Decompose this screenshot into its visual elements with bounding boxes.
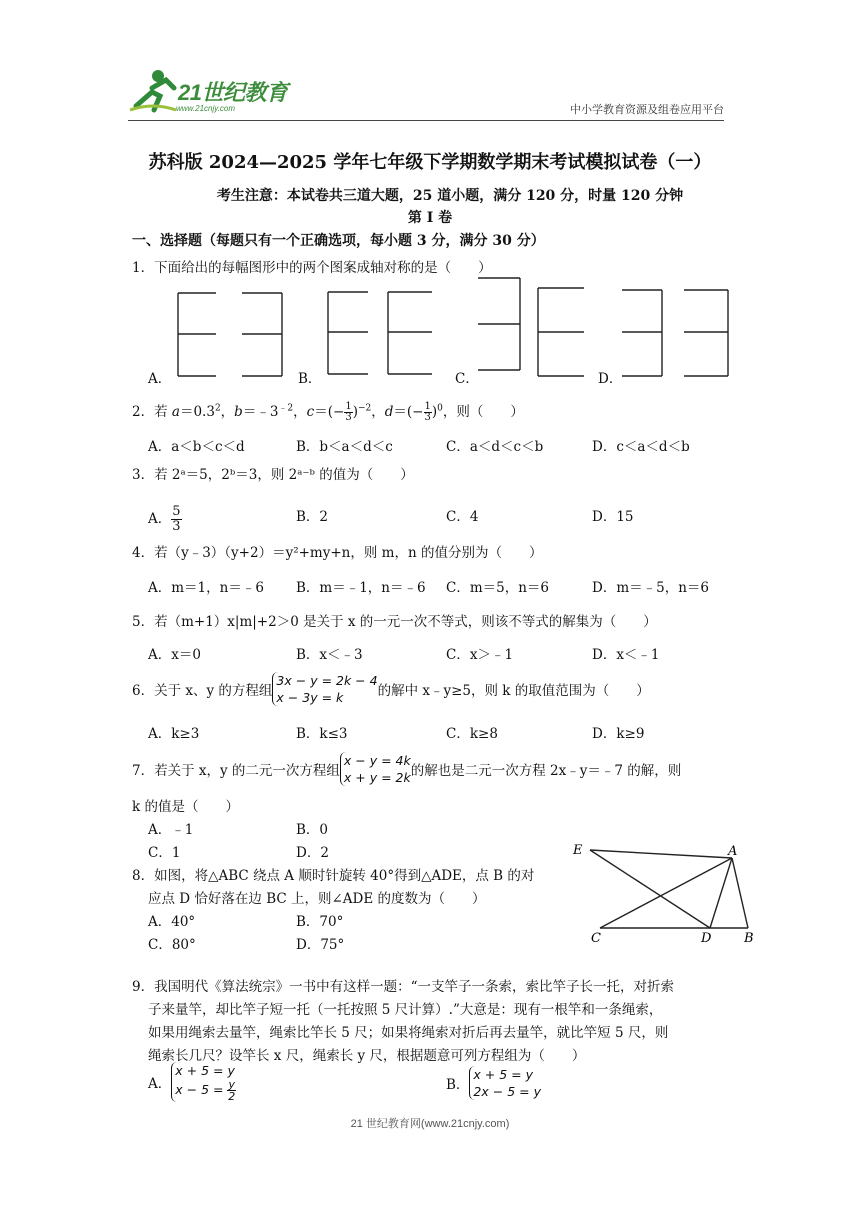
question-5-stem: 5．若（m+1）x|m|+2＞0 是关于 x 的一元一次不等式，则该不等式的解集为（ ） <box>132 614 657 630</box>
section-heading: 一、选择题（每题只有一个正确选项，每小题 3 分，满分 30 分） <box>132 233 545 249</box>
q9-a-frac-num: y <box>228 1078 235 1091</box>
q6-equation-system <box>272 672 377 706</box>
logo-text: 21世纪教育 <box>178 80 288 105</box>
q8-option-c[interactable]: C．80° <box>148 937 196 953</box>
q7-equation-system <box>340 752 411 786</box>
q9-option-b-system <box>469 1066 541 1100</box>
q5-option-c[interactable]: C．x＞﹣1 <box>446 647 514 663</box>
q9-option-a[interactable] <box>148 1062 236 1102</box>
q5-option-a[interactable]: A．x＝0 <box>148 647 201 663</box>
question-4-stem: 4．若（y﹣3）（y+2）＝y²+my+n，则 m，n 的值分别为（ ） <box>132 545 543 561</box>
header-divider <box>128 120 724 121</box>
q9-a-eq1: x + 5 = y <box>175 1063 235 1078</box>
q9-option-b-label: B． <box>446 1077 470 1093</box>
figure-d <box>622 290 728 376</box>
q9-option-b[interactable] <box>446 1066 541 1100</box>
q4-option-a[interactable]: A．m＝1，n＝﹣6 <box>148 580 264 596</box>
question-7-stem-cont: k 的值是（ ） <box>132 799 239 815</box>
question-9-line2: 子来量竿，却比竿子短一托（一托按照 5 尺计算）.”大意是：现有一根竿和一条绳索， <box>148 1002 663 1018</box>
q3-option-a-label: A． <box>148 511 172 527</box>
q9-b-eq1: x + 5 = y <box>473 1067 534 1082</box>
question-9-line3: 如果用绳索去量竿，绳索比竿长 5 尺；如果将绳索对折后再去量竿，就比竿短 5 尺，则 <box>148 1025 669 1041</box>
q1-option-a[interactable]: A． <box>148 371 172 387</box>
q6-stem-a: 6．关于 x、y 的方程组 <box>132 683 273 699</box>
q4-option-c[interactable]: C．m＝5，n＝6 <box>446 580 550 596</box>
question-8-line1: 8．如图，将△ABC 绕点 A 顺时针旋转 40°得到△ADE，点 B 的对 <box>132 868 535 884</box>
q2-option-b[interactable]: B．b＜a＜d＜c <box>296 439 393 455</box>
q9-option-a-label: A． <box>148 1076 172 1092</box>
question-9-line1: 9．我国明代《算法统宗》一书中有这样一题：“一支竿子一条索，索比竿子长一托，对折索 <box>132 979 674 995</box>
q3-option-d[interactable]: D．15 <box>592 509 634 525</box>
q8-option-b[interactable]: B．70° <box>296 914 344 930</box>
q6-option-c[interactable]: C．k≥8 <box>446 726 498 742</box>
q7-option-a[interactable]: A．﹣1 <box>148 822 194 838</box>
volume-label: 第 I 卷 <box>407 210 453 226</box>
q9-option-a-system <box>171 1062 236 1102</box>
point-a-label: A <box>728 844 738 859</box>
q4-option-b[interactable]: B．m＝﹣1，n＝﹣6 <box>296 580 426 596</box>
question-8-line2: 应点 D 恰好落在边 BC 上，则∠ADE 的度数为（ ） <box>148 891 486 907</box>
q4-option-d[interactable]: D．m＝﹣5，n＝6 <box>592 580 709 596</box>
header-platform-text: 中小学教育资源及组卷应用平台 <box>570 103 724 116</box>
q6-option-d[interactable]: D．k≥9 <box>592 726 645 742</box>
question-1-stem: 1．下面给出的每幅图形中的两个图案成轴对称的是（ ） <box>132 260 492 276</box>
q3-option-c[interactable]: C．4 <box>446 509 479 525</box>
q7-option-c[interactable]: C．1 <box>148 845 181 861</box>
question-2-stem: 2．若 $a=0.3^2$，$b=﹣3^{﹣2}$，c＝(− $\frac{1}{3}$ )$^{-2}$，d＝(− $\frac{1}{3}$ )$^0$，则（ ） <box>132 401 524 423</box>
q1-option-d[interactable]: D． <box>598 371 623 387</box>
point-e-label: E <box>573 843 583 858</box>
exam-title: 苏科版 2024—2025 学年七年级下学期数学期末考试模拟试卷（一） <box>148 152 712 173</box>
q2-option-d[interactable]: D．c＜a＜d＜b <box>592 439 690 455</box>
q6-option-a[interactable]: A．k≥3 <box>148 726 200 742</box>
logo-url: www.21cnjy.com <box>176 104 235 113</box>
point-d-label: D <box>701 931 712 946</box>
q7-eq1: x − y = 4k <box>343 753 411 768</box>
question-6-stem <box>132 672 650 706</box>
question-9-line4: 绳索长几尺？设竿长 x 尺，绳索长 y 尺，根据题意可列方程组为（ ） <box>148 1048 586 1064</box>
figure-a <box>178 293 282 376</box>
q6-eq2: x − 3y = k <box>276 690 344 705</box>
q6-stem-b: 的解中 x﹣y≥5，则 k 的取值范围为（ ） <box>377 683 650 699</box>
q2-option-c[interactable]: C．a＜d＜c＜b <box>446 439 544 455</box>
page-footer: 21 世纪教育网(www.21cnjy.com) <box>350 1118 510 1130</box>
q3-option-b[interactable]: B．2 <box>296 509 329 525</box>
q7-option-b[interactable]: B．0 <box>296 822 329 838</box>
q7-stem-b: 的解也是二元一次方程 2x﹣y＝﹣7 的解，则 <box>410 763 682 779</box>
q8-option-d[interactable]: D．75° <box>296 937 345 953</box>
figure-b <box>328 292 432 374</box>
q7-stem-a: 7．若关于 x，y 的二元一次方程组 <box>132 763 340 779</box>
q2-option-a[interactable]: A．a＜b＜c＜d <box>148 439 245 455</box>
q6-option-b[interactable]: B．k≤3 <box>296 726 348 742</box>
exam-notice: 考生注意：本试卷共三道大题，25 道小题，满分 120 分，时量 120 分钟 <box>216 188 684 204</box>
q9-b-eq2: 2x − 5 = y <box>473 1084 541 1099</box>
question-1-figures <box>140 276 740 386</box>
triangle-figure <box>570 838 765 948</box>
q9-a-eq2: x − 5 = <box>175 1082 228 1097</box>
figure-c <box>478 278 584 376</box>
q1-option-c[interactable]: C． <box>455 371 479 387</box>
q9-a-frac-den: 2 <box>228 1090 236 1103</box>
runner-logo-icon <box>128 66 178 114</box>
q5-option-d[interactable]: D．x＜﹣1 <box>592 647 660 663</box>
q2-prefix: 2．若 <box>132 404 172 420</box>
q8-option-a[interactable]: A．40° <box>148 914 196 930</box>
point-b-label: B <box>744 931 754 946</box>
question-3-stem: 3．若 2ᵃ＝5，2ᵇ＝3，则 2ᵃ⁻ᵇ 的值为（ ） <box>132 467 414 483</box>
q3-option-a[interactable]: A． $\frac{5}{3}$ <box>148 504 181 534</box>
q7-option-d[interactable]: D．2 <box>296 845 329 861</box>
q1-option-b[interactable]: B． <box>298 371 322 387</box>
q7-eq2: x + y = 2k <box>343 770 411 785</box>
q5-option-b[interactable]: B．x＜﹣3 <box>296 647 363 663</box>
question-7-stem <box>132 752 681 786</box>
point-c-label: C <box>591 931 601 946</box>
q6-eq1: 3x − y = 2k − 4 <box>276 673 378 688</box>
